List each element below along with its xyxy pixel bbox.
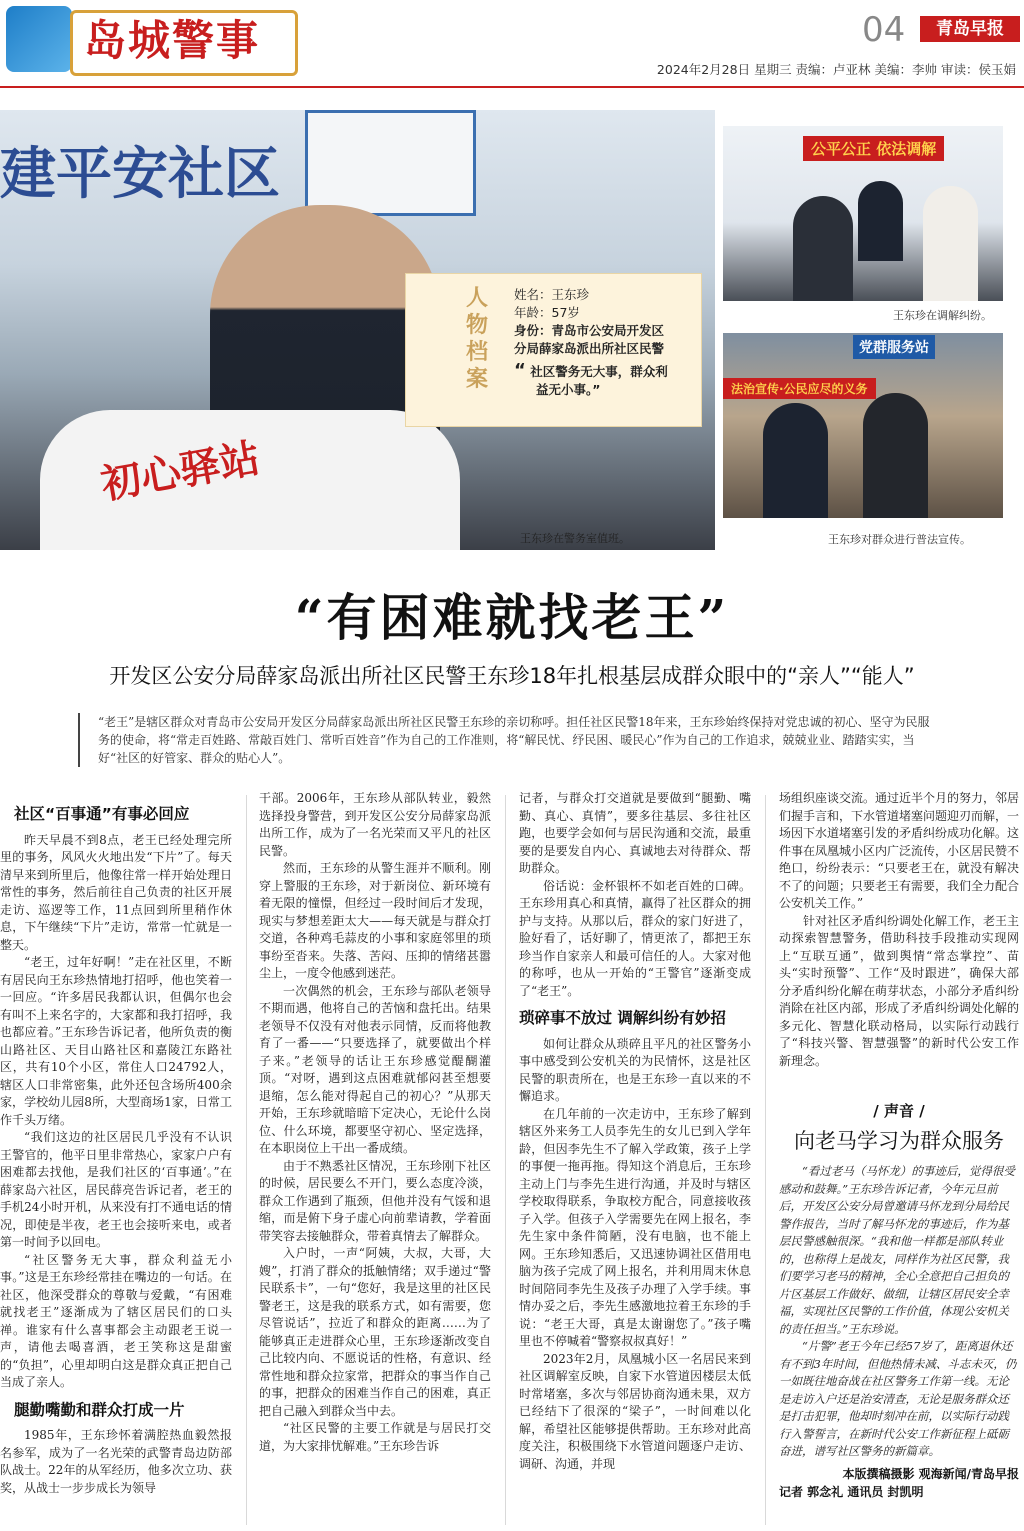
paragraph: 2023年2月，凤凰城小区一名居民来到社区调解室反映，自家下水管道因楼层太低时常堵塞，多次与邻居协商沟通未果，双方已经结下了很深的“梁子”，一时间难以化解，希望社区能够提供帮助。王东珍对此高度关注，积极围绕下水管道问题逐户走访、调研、沟通，并现 <box>519 1351 751 1471</box>
paragraph: “社区警务无大事，群众利益无小事。”这是王东珍经常挂在嘴边的一句话。在社区，他深受群众的尊敬与爱戴，“有困难就找老王”逐渐成为了辖区居民们的口头禅。谁家有什么喜事都会主动跟老王说一声，请他去喝喜酒，老王笑称这是甜蜜的“负担”，心里却明白这是群众真正把自己当成了亲人。 <box>0 1252 232 1389</box>
article-column-2 <box>259 790 491 1455</box>
paragraph: 1985年，王东珍怀着满腔热血毅然报名参军，成为了一名光荣的武警青岛边防部队战士。22年的从军经历，他多次立功、获奖，从战士一步步成长为领导 <box>0 1428 232 1495</box>
voice-box <box>779 1100 1019 1501</box>
paragraph: “片警”老王今年已经57岁了，距离退休还有不到3年时间，但他热情未减、斗志未灭，仍一如既往地奋战在社区警务工作第一线。无论是走访入户还是治安清查，无论是服务群众还是打击犯罪，他却时刻冲在前，以实际行动践行入警誓言，在新时代公安工作新征程上砥砺奋进，谱写社区警务的新篇章。 <box>779 1339 1017 1458</box>
column-divider <box>505 795 506 1525</box>
wall-slogan: 建平安社区 <box>0 141 280 207</box>
station-sign: 初心驿站 <box>97 434 264 509</box>
paragraph: 一次偶然的机会，王东珍与部队老领导不期而遇，他将自己的苦恼和盘托出。结果老领导不仅没有对他表示同情，反而将他教育了一番——“只要选择了，就要做出个样子来。”老领导的话让王东珍感觉醍醐灌顶。“对呀，遇到这点困难就郁闷甚至想要退缩，怎么能对得起自己的初心？”从那天开始，王东珍就暗暗下定决心，无论什么岗位、什么环境，都要坚守初心、坚定选择，在本职岗位上干出一番成绩。 <box>259 983 491 1155</box>
mediation-photo <box>723 126 1003 301</box>
column-divider <box>765 795 766 1525</box>
section-heading-3: 琐碎事不放过 调解纠纷有妙招 <box>519 1009 726 1027</box>
voice-text <box>779 1163 1019 1461</box>
masthead <box>0 0 1024 100</box>
quote-mark-icon: “ <box>514 360 526 381</box>
paragraph: “社区民警的主要工作就是与居民打交道，为大家排忧解难。”王东珍告诉 <box>259 1421 491 1453</box>
paper-logo: 青岛早报 <box>920 16 1020 42</box>
paragraph: 由于不熟悉社区情况，王东珍刚下社区的时候，居民要么不开门，要么态度冷淡，群众工作遇到了瓶颈，但他并没有气馁和退缩，而是俯下身子虚心向前辈请教，学着面带笑容去接触群众，带着真情去了解群众。 <box>259 1158 491 1243</box>
profile-identity-2: 分局薛家岛派出所社区民警 <box>514 341 665 356</box>
intro-paragraph: “老王”是辖区群众对青岛市公安局开发区分局薛家岛派出所社区民警王东珍的亲切称呼。担任社区民警18年来，王东珍始终保持对党忠诚的初心、坚守为民服务的使命，将“常走百姓路、常敲百姓门、常听百姓音”作为自己的工作准则，将“解民忧、纾民困、暖民心”作为自己的工作追求，兢兢业业、踏踏实实，当好“社区的好管家、群众的贴心人”。 <box>78 713 933 767</box>
officer-info-board <box>305 110 476 216</box>
paragraph: 如何让群众从琐碎且平凡的社区警务小事中感受到公安机关的为民情怀，这是社区民警的职责所在，也是王东珍一直以来的不懈追求。 <box>519 1036 751 1103</box>
paragraph: “我们这边的社区居民几乎没有不认识王警官的，他平日里非常热心，家家户户有困难都去找他，是我们社区的‘百事通’。”在薛家岛六社区，居民薛亮告诉记者，老王的手机24小时开机，从来没有打不通电话的情况，即使是半夜，老王也会接听来电，或者第一时间予以回电。 <box>0 1130 232 1249</box>
profile-identity-1: 身份：青岛市公安局开发区 <box>514 323 665 338</box>
legal-banner: 法治宣传·公民应尽的义务 <box>723 378 876 399</box>
outreach-caption: 王东珍对群众进行普法宣传。 <box>828 533 971 546</box>
section-title: 岛城警事 <box>84 16 261 65</box>
main-photo-caption: 王东珍在警务室值班。 <box>520 532 630 545</box>
section-heading-2: 腿勤嘴勤和群众打成一片 <box>14 1400 185 1419</box>
person-figure <box>793 196 853 301</box>
article-column-4 <box>779 790 1019 1070</box>
paragraph: “看过老马（马怀龙）的事迹后，觉得很受感动和鼓舞。”王东珍告诉记者，今年元旦前后，开发区公安分局曾邀请马怀龙到分局给民警作报告，当时了解马怀龙的事迹后，作为基层民警感触很深。“我和他一样都是部队转业的，也称得上是战友，同样作为社区民警，我们要学习老马的精神，全心全意把自己担负的片区基层工作做好、做细，让辖区居民安全幸福，实现社区民警的工作价值，体现公安机关的责任担当。”王东珍说。 <box>779 1164 1015 1336</box>
paragraph: 针对社区矛盾纠纷调处化解工作，老王主动探索智慧警务，借助科技手段推动实现网上“互联互通”，做到舆情“常态掌控”、苗头“实时预警”、工作“及时跟进”，确保大部分矛盾纠纷化解在萌芽状态，小部分矛盾纠纷消除在社区内部，形成了矛盾纠纷调处化解的多元化、智慧化联动格局，以实际行动践行了“科技兴警、智慧强警”的新时代公安工作新理念。 <box>779 913 1020 1068</box>
paragraph: 场组织座谈交流。通过近半个月的努力，邻居们握手言和，下水管道堵塞问题迎刃而解，一场因下水道堵塞引发的矛盾纠纷成功化解。这件事在凤凰城小区内广泛流传，小区居民赞不绝口，纷纷表示：“只要老王在，就没有解决不了的问题；只要老王有需要，我们全力配合公安机关工作。” <box>779 791 1020 910</box>
section-heading-1: 社区“百事通”有事必回应 <box>14 805 190 823</box>
voice-label: / 声音 / <box>873 1102 925 1120</box>
paragraph: 昨天早晨不到8点，老王已经处理完所里的事务，风风火火地出发“下片”了。每天清早来到所里后，他像往常一样开始处理日常性的事务，然后前往自己负责的社区开展走访、巡逻等工作，11点回到所里稍作休息，下午继续“下片”走访，常常一忙就是一整天。 <box>0 832 232 952</box>
mediation-caption: 王东珍在调解纠纷。 <box>893 309 992 322</box>
profile-age: 年龄：57岁 <box>514 305 580 320</box>
profile-name: 姓名：王东珍 <box>514 287 590 302</box>
police-emblem-icon <box>6 6 72 72</box>
paragraph: 俗话说：金杯银杯不如老百姓的口碑。王东珍用真心和真情，赢得了社区群众的拥护与支持。从那以后，群众的家门好进了，脸好看了，话好聊了，情更浓了，都把王东珍当作自家亲人和最可信任的人。大家对他的称呼，也从一开始的“王警官”逐渐变成了“老王”。 <box>519 878 751 998</box>
person-figure <box>923 186 978 301</box>
paragraph: 记者，与群众打交道就是要做到“腿勤、嘴勤、真心、真情”，要多往基层、多往社区跑，也要学会如何与居民沟通和交流，最重要的是要发自内心、真诚地去对待群众、帮助群众。 <box>519 791 751 875</box>
paragraph: 干部。2006年，王东珍从部队转业，毅然选择投身警营，到开发区公安分局薛家岛派出所工作，成为了一名光荣而又平凡的社区民警。 <box>259 791 491 858</box>
officer-figure <box>858 181 903 261</box>
subheadline: 开发区公安分局薛家岛派出所社区民警王东珍18年扎根基层成群众眼中的“亲人”“能人” <box>109 664 915 688</box>
header-rule <box>0 86 1024 88</box>
paragraph: 在几年前的一次走访中，王东珍了解到辖区外来务工人员李先生的女儿已到入学年龄，但因李先生不了解入学政策，孩子上学的事便一拖再拖。得知这个消息后，王东珍主动上门与李先生进行沟通，并及时与辖区学校取得联系，争取校方配合，同意接收孩子入学。但孩子入学需要先在网上报名，李先生家中条件简陋，没有电脑，也不能上网。王东珍知悉后，又迅速协调社区借用电脑为孩子完成了网上报名，并利用周末休息时间陪同李先生及孩子办理了入学手续。事情办妥之后，李先生感激地拉着王东珍的手说：“老王大哥，真是太谢谢您了。”孩子嘴里也不停喊着“警察叔叔真好！” <box>519 1106 751 1348</box>
paragraph: 然而，王东珍的从警生涯并不顺利。刚穿上警服的王东珍，对于新岗位、新环境有着无限的憧憬，但经过一段时间后才发现，现实与梦想差距太大——每天就是与群众打交道，各种鸡毛蒜皮的小事和家庭邻里的琐事纷至沓来。失落、苦闷、压抑的情绪甚嚣尘上，一度令他感到迷茫。 <box>259 861 491 980</box>
credit-line-2: 记者 郭念礼 通讯员 封凯明 <box>779 1484 924 1499</box>
profile-details <box>514 286 668 399</box>
paragraph: “老王，过年好啊！”走在社区里，不断有居民向王东珍热情地打招呼，他也笑着一一回应。“许多居民我都认识，但偶尔也会有叫不上来名字的，大家都和我打招呼，我也都应着。”王东珍告诉记者，他所负责的衡山路社区、天目山路社区和嘉陵江东路社区，共有10个小区，常住人口24792人，辖区人口非常密集，此外还包含场所400余家，学校幼儿园8所，大型商场1家，日常工作千头万绪。 <box>0 955 232 1127</box>
party-service-sign: 党群服务站 <box>853 335 935 359</box>
article-column-1 <box>0 800 232 1497</box>
voice-title: 向老马学习为群众服务 <box>794 1129 1004 1153</box>
headline: “有困难就找老王” <box>294 588 730 647</box>
mediation-sign: 公平公正 依法调解 <box>803 136 944 161</box>
column-divider <box>246 795 247 1525</box>
legal-outreach-photo <box>723 333 1003 518</box>
dateline: 2024年2月28日 星期三 责编：卢亚林 美编：李帅 审读：侯玉娟 <box>656 62 1016 77</box>
profile-quote-2: 益无小事。” <box>536 382 601 397</box>
profile-tag: 人物档案 <box>465 285 488 392</box>
article-column-3 <box>519 790 751 1473</box>
officer-figure <box>763 403 828 518</box>
paragraph: 入户时，一声“阿姨，大叔，大哥，大嫂”，打消了群众的抵触情绪；双手递过“警民联系卡”，一句“您好，我是这里的社区民警老王，这是我的联系方式，如有需要，您尽管说话”，拉近了和群众的距离……为了能够真正走进群众心里，王东珍逐渐改变自己比较内向、不愿说话的性格，有意识、经常性地和群众拉家常，把群众的事当作自己的事，把群众的困难当作自己的困难，真正把自己融入到群众当中去。 <box>259 1246 491 1418</box>
person-figure <box>863 393 928 518</box>
profile-quote-1: 社区警务无大事，群众利 <box>530 364 668 379</box>
credit-line-1: 本版撰稿摄影 观海新闻/青岛早报 <box>842 1466 1019 1481</box>
page-number: 04 <box>862 10 906 50</box>
